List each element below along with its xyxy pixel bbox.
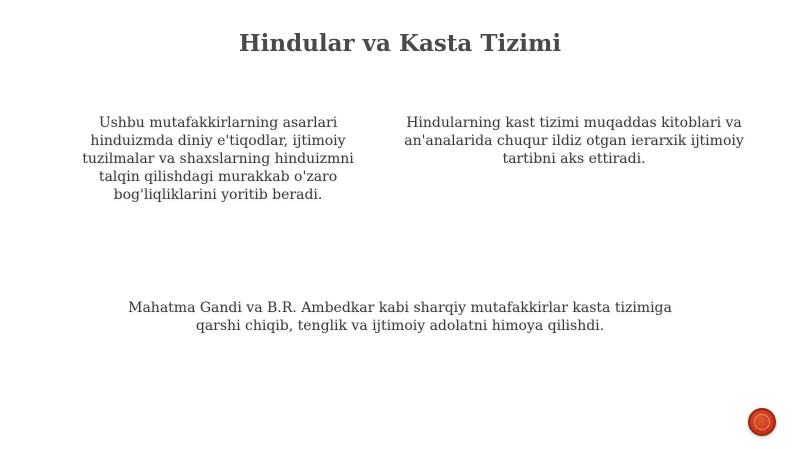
circle-nav-icon — [754, 414, 770, 430]
slide-title: Hindular va Kasta Tizimi — [238, 30, 562, 57]
slide-nav-button[interactable] — [748, 408, 776, 436]
text-block-left: Ushbu mutafakkirlarning asarlari hinduizmda diniy e'tiqodlar, ijtimoiy tuzilmalar va shaxslarning hinduizmni talqin qilishdagi murakkab o'zaro bog'liqliklarini yoritib beradi. — [82, 115, 354, 203]
text-block-bottom: Mahatma Gandi va B.R. Ambedkar kabi sharqiy mutafakkirlar kasta tizimiga qarshi chiqib, tenglik va ijtimoiy adolatni himoya qilishdi. — [128, 300, 672, 334]
text-block-right: Hindularning kast tizimi muqaddas kitoblari va an'analarida chuqur ildiz otgan ierarxik ijtimoiy tartibni aks ettiradi. — [404, 115, 744, 167]
